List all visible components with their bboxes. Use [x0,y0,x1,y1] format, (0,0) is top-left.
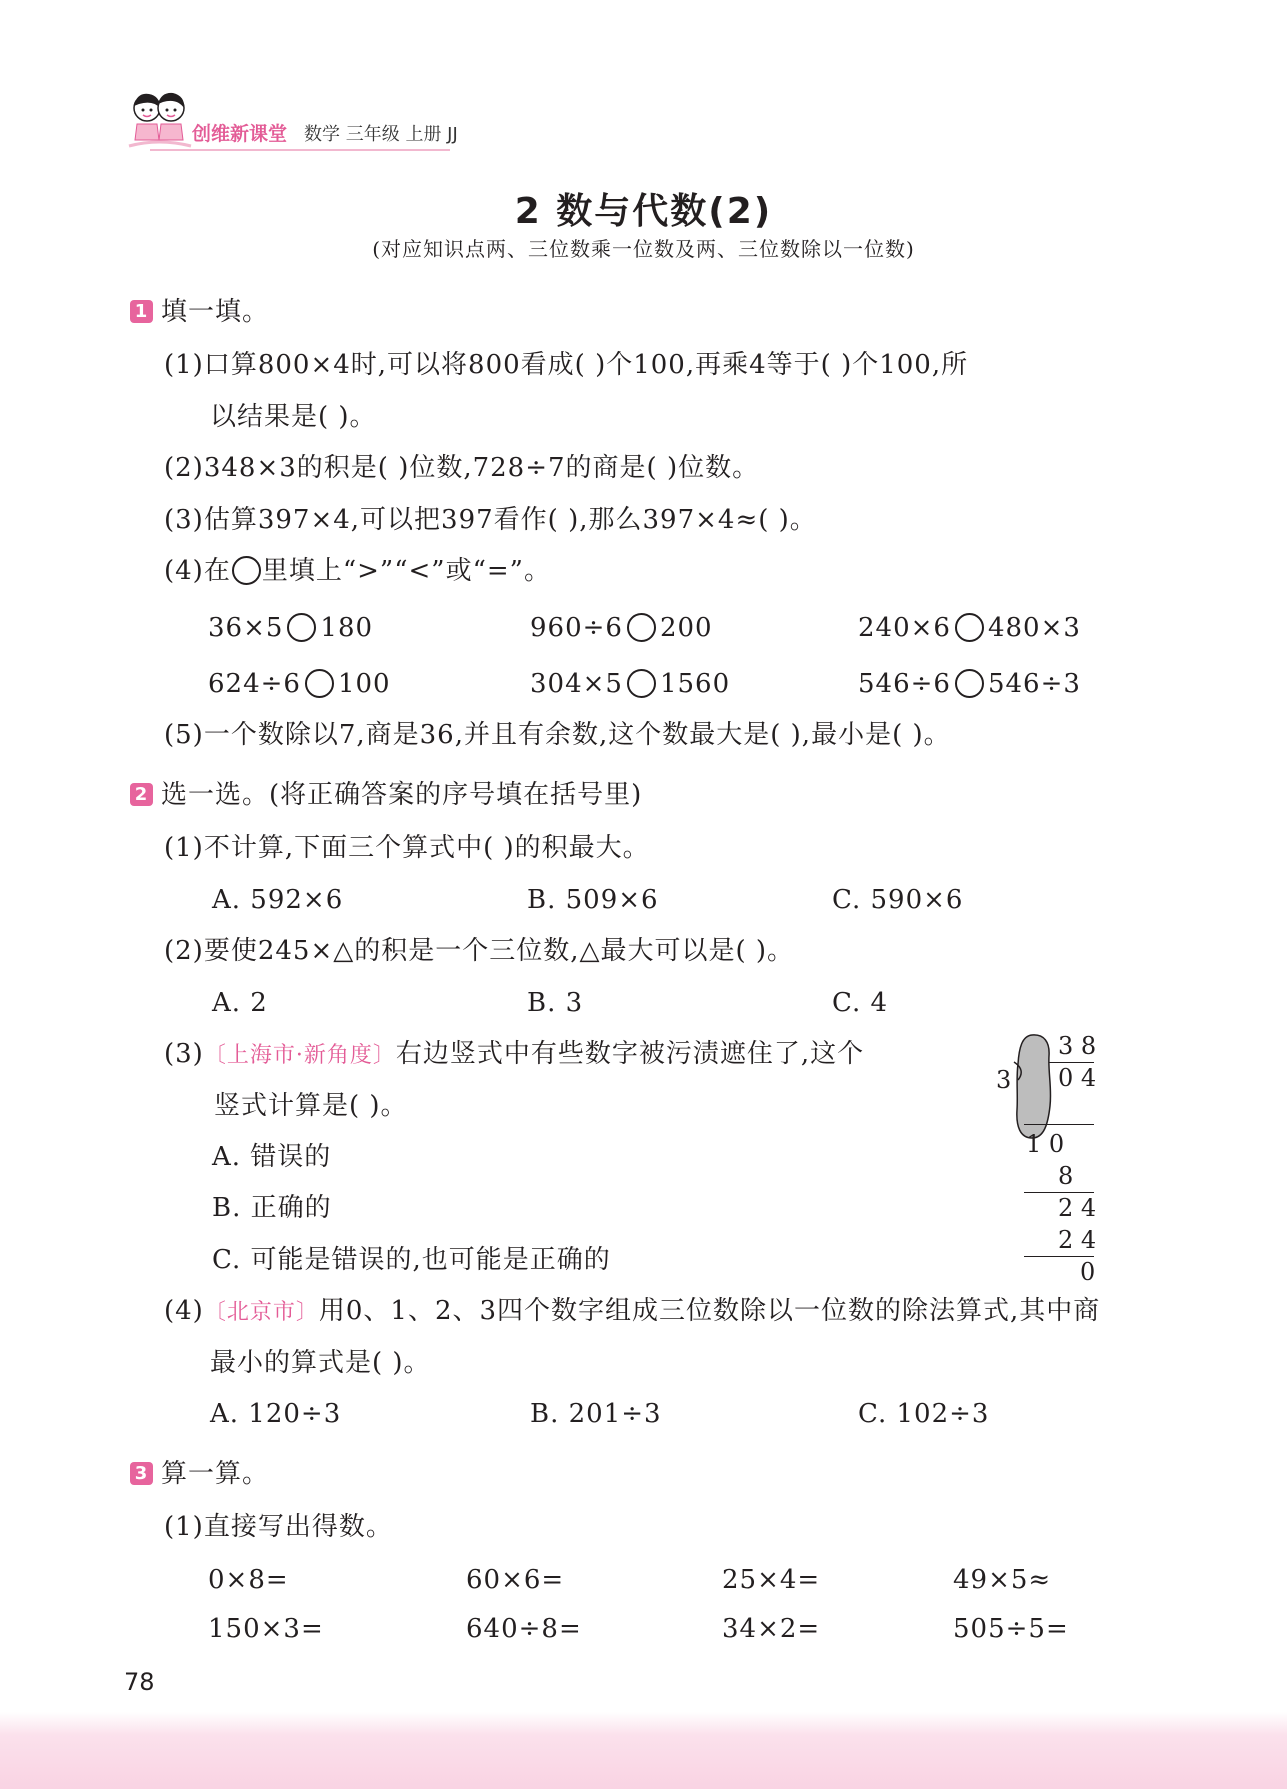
long-division [990,1030,1110,1290]
ld-quotient: 3 8 [1058,1032,1097,1060]
compare-left: 960÷6 [530,613,623,643]
q2-heading [130,779,642,811]
book-info: 数学 三年级 上册 JJ [304,124,458,145]
region-tag: 〔上海市·新角度〕 [203,1043,396,1068]
q1-heading-text: 填一填。 [161,297,270,327]
ld-row: 2 4 [1058,1226,1097,1254]
q1-part4-post: 里填上“>”“<”或“=”。 [261,556,551,586]
ld-row: 1 0 [1026,1130,1065,1158]
option-b: B. 201÷3 [530,1399,662,1429]
compare-left: 304×5 [530,669,623,699]
option-a: A. 120÷3 [210,1399,342,1429]
compare-left: 240×6 [858,613,951,643]
compare-left: 36×5 [208,613,284,643]
calc-item: 49×5≈ [953,1565,1052,1595]
calc-item: 25×4= [722,1565,821,1595]
q3-heading [130,1458,269,1490]
option-a: A. 2 [212,988,268,1018]
q1-heading [130,296,269,328]
q2-sub1: (1)不计算,下面三个算式中( )的积最大。 [164,833,650,863]
q1-part1-line1: (1)口算800×4时,可以将800看成( )个100,再乘4等于( )个100,所 [164,350,969,380]
brand-name: 创维新课堂 [192,123,288,145]
page-number: 78 [124,1668,155,1696]
compare-right: 1560 [659,669,731,699]
calc-item: 505÷5= [953,1614,1069,1644]
compare-right: 180 [320,613,374,643]
mascot-icon [125,88,195,154]
header-divider [150,149,450,151]
ld-row: 2 4 [1058,1194,1097,1222]
calc-item: 60×6= [466,1565,565,1595]
ld-dividend: 0 4 [1058,1064,1097,1092]
q1-part5: (5)一个数除以7,商是36,并且有余数,这个数最大是( ),最小是( )。 [164,720,951,750]
compare-item [208,668,391,700]
option-b: B. 3 [527,988,584,1018]
calc-item: 34×2= [722,1614,821,1644]
q2-sub3 [164,1038,864,1072]
compare-item [858,668,1081,700]
ld-line-2 [1024,1192,1094,1193]
q2-number-badge: 2 [130,783,153,806]
option-c: C. 102÷3 [858,1399,990,1429]
compare-right: 100 [337,669,391,699]
option-a: A. 错误的 [212,1142,332,1172]
answer-circle[interactable] [955,669,984,698]
answer-circle[interactable] [627,613,656,642]
compare-item [530,612,713,644]
q2-sub4 [164,1295,1100,1329]
calc-item: 0×8= [208,1565,289,1595]
q2-heading-text: 选一选。(将正确答案的序号填在括号里) [161,780,643,810]
q3-sub1: (1)直接写出得数。 [164,1512,393,1542]
q1-number-badge: 1 [130,300,153,323]
page-subtitle: (对应知识点两、三位数乘一位数及两、三位数除以一位数) [372,237,915,261]
q2-sub2: (2)要使245×△的积是一个三位数,△最大可以是( )。 [164,936,795,966]
q1-part4 [164,555,551,587]
q1-part4-pre: (4)在 [164,556,231,586]
option-b: B. 509×6 [527,885,659,915]
q2-sub4-line2: 最小的算式是( )。 [210,1348,431,1378]
option-c: C. 590×6 [832,885,964,915]
stain-icon [1012,1032,1054,1142]
ld-line-3 [1024,1256,1094,1257]
q2-sub3-pre: (3) [164,1039,204,1069]
header-mascot [125,88,195,154]
compare-right: 200 [659,613,713,643]
q1-part2: (2)348×3的积是( )位数,728÷7的商是( )位数。 [164,453,760,483]
option-c: C. 4 [832,988,889,1018]
q2-sub4-pre: (4) [164,1296,204,1326]
option-b: B. 正确的 [212,1193,332,1223]
region-tag: 〔北京市〕 [203,1300,319,1325]
ld-line-1 [1024,1124,1094,1125]
compare-item [530,668,730,700]
compare-left: 546÷6 [858,669,951,699]
answer-circle[interactable] [287,613,316,642]
q2-sub3-line2: 竖式计算是( )。 [214,1091,408,1121]
q1-part1-line2: 以结果是( )。 [210,402,377,432]
ld-divisor: 3 [996,1066,1012,1094]
answer-circle[interactable] [627,669,656,698]
option-c: C. 可能是错误的,也可能是正确的 [212,1245,611,1275]
q1-part3: (3)估算397×4,可以把397看作( ),那么397×4≈( )。 [164,505,817,535]
q3-heading-text: 算一算。 [161,1459,270,1489]
compare-left: 624÷6 [208,669,301,699]
compare-right: 480×3 [987,613,1081,643]
option-a: A. 592×6 [212,885,344,915]
footer-band [0,1712,1287,1789]
compare-circle-icon [232,556,261,585]
compare-item [858,612,1081,644]
page-title: 2 数与代数(2) [514,191,773,232]
answer-circle[interactable] [955,613,984,642]
q2-sub4-text: 用0、1、2、3四个数字组成三位数除以一位数的除法算式,其中商 [318,1296,1101,1326]
ld-row: 8 [1058,1162,1074,1190]
q3-number-badge: 3 [130,1462,153,1485]
ld-row: 0 [1080,1258,1096,1286]
calc-item: 150×3= [208,1614,324,1644]
answer-circle[interactable] [305,669,334,698]
compare-item [208,612,373,644]
q2-sub3-text: 右边竖式中有些数字被污渍遮住了,这个 [395,1039,865,1069]
compare-right: 546÷3 [987,669,1081,699]
calc-item: 640÷8= [466,1614,582,1644]
